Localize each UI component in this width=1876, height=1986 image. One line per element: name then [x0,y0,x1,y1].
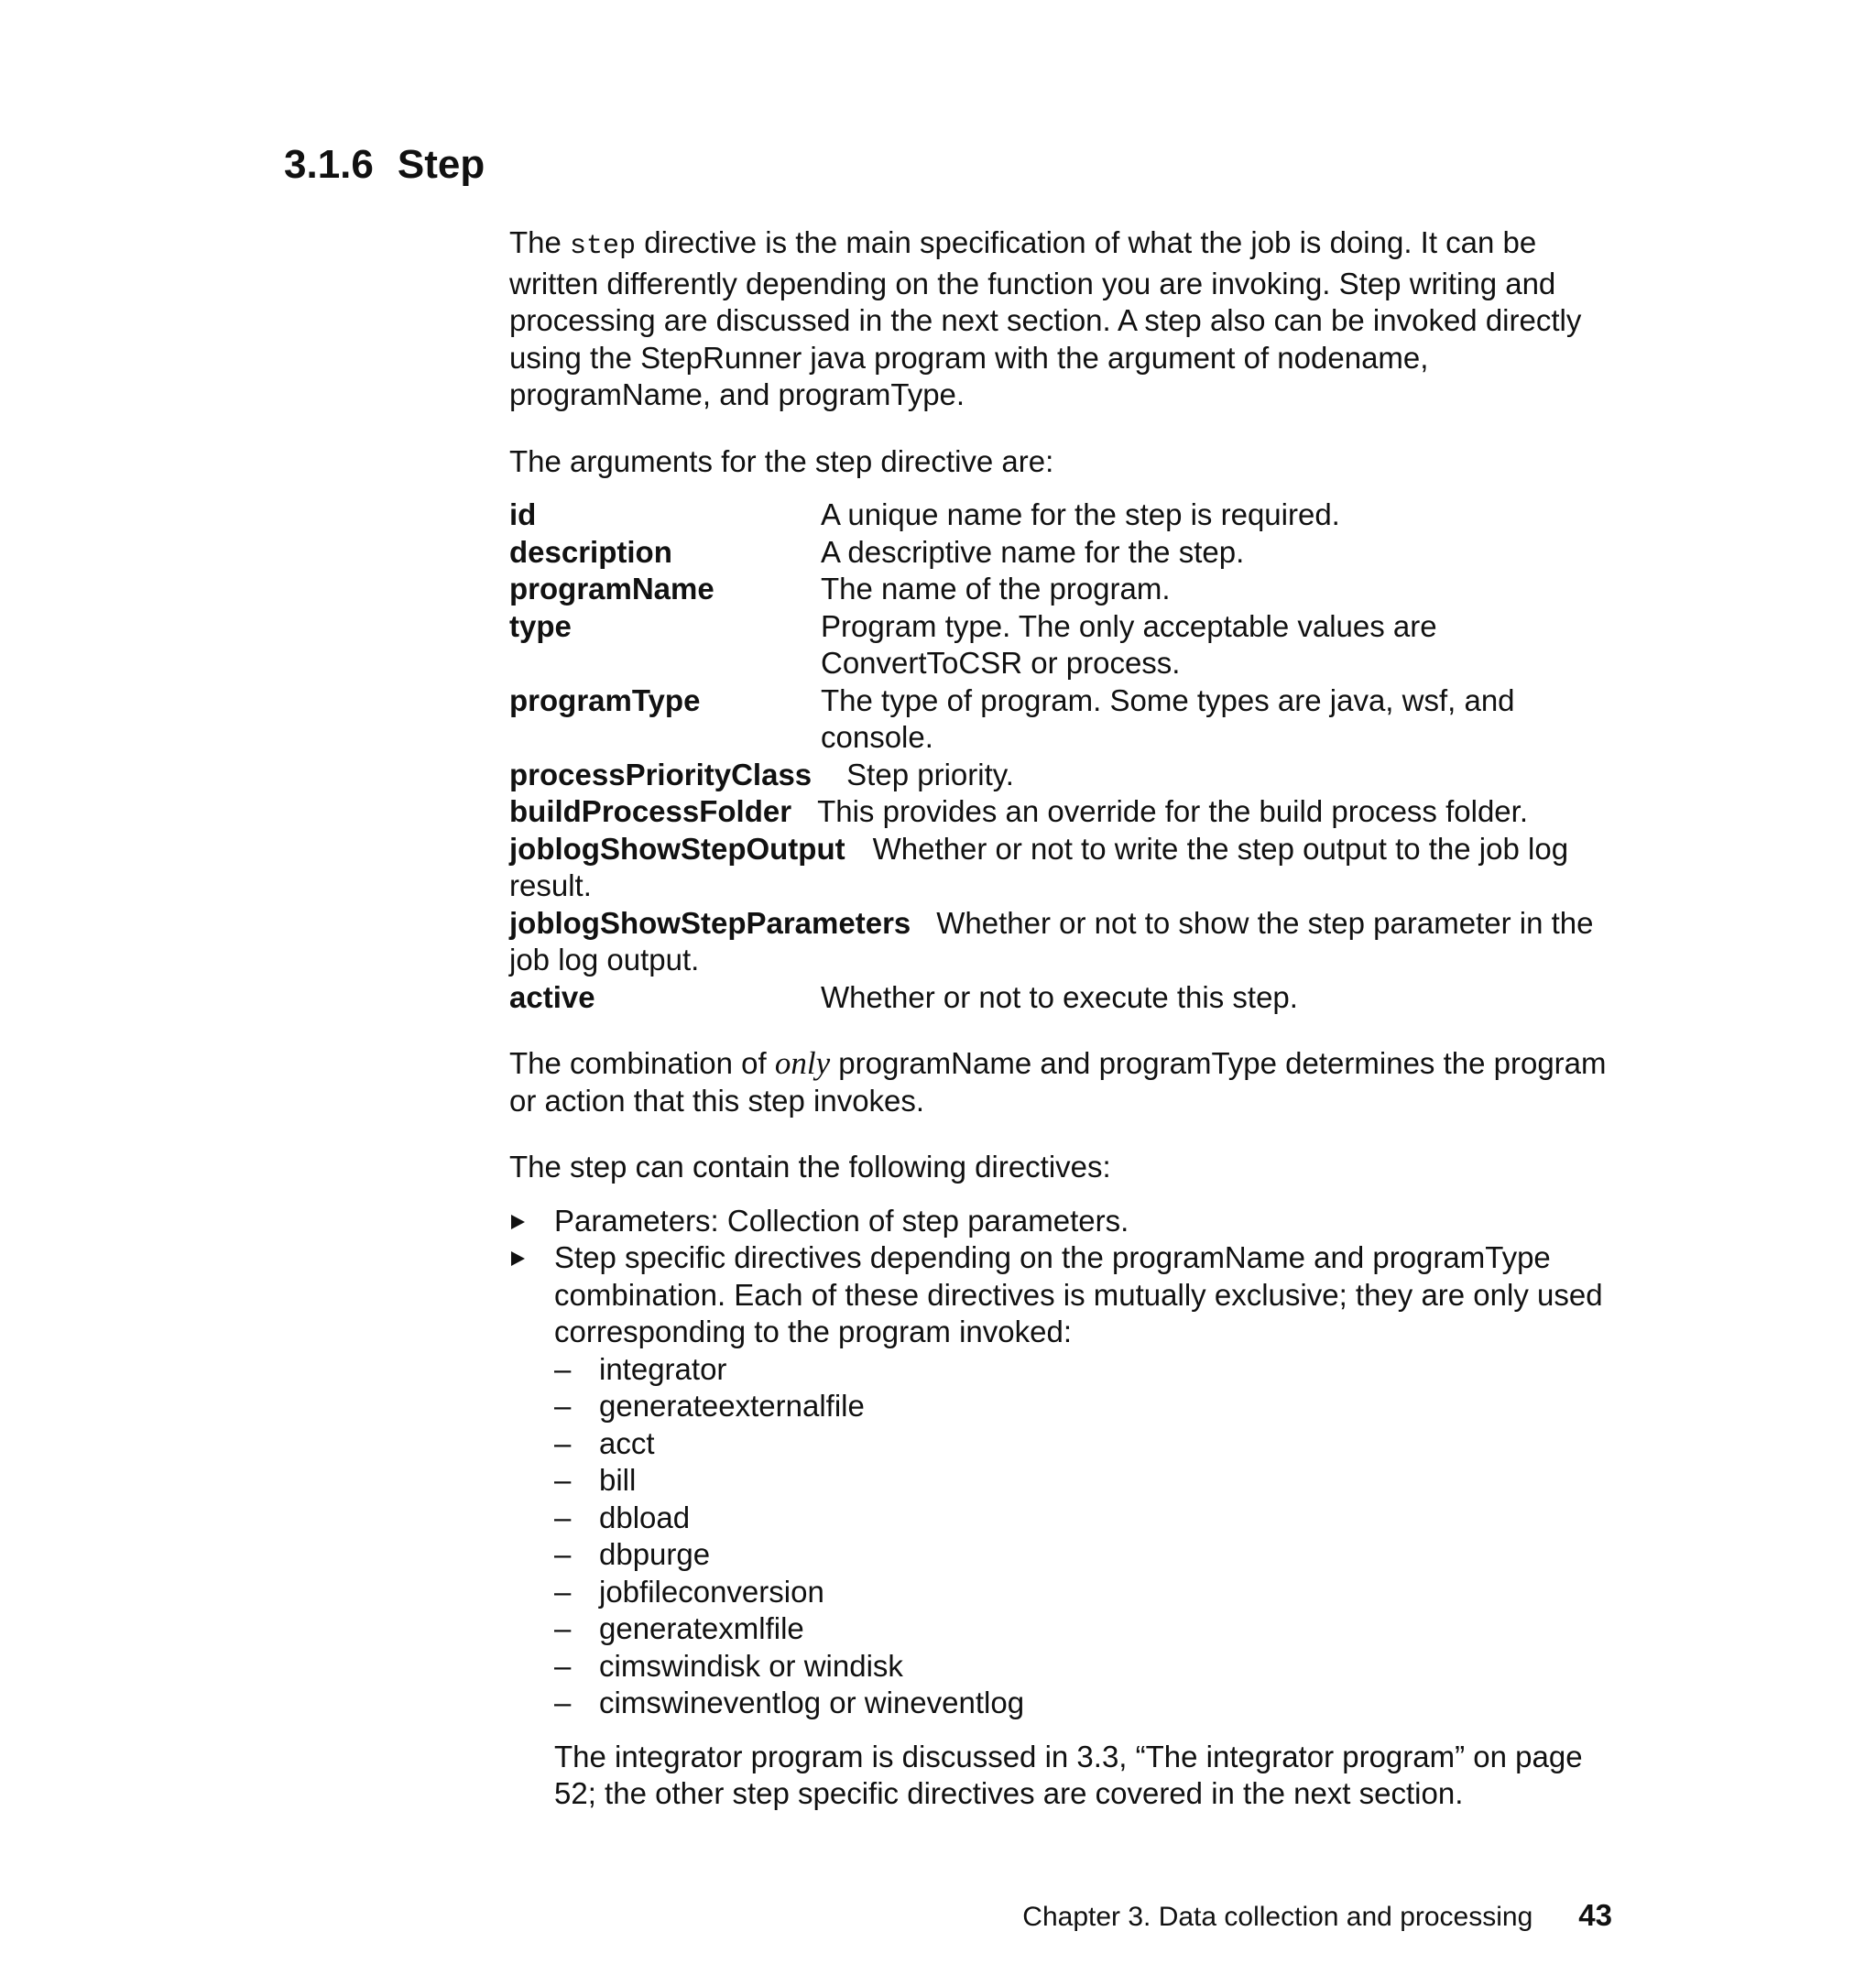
sublist-item [554,1536,1618,1574]
intro-text-rest: directive is the main specification of what the job is doing. It can be written differently depending on the function you are invoking. Step writing and processing are discussed in the next section. A step also can be invoked directly using the StepRunner java program with the argument of nodename, programName, and programType. [509,225,1582,411]
triangle-bullet-icon [511,1251,525,1266]
dash-marker: – [554,1500,572,1534]
argument-definition: Program type. The only acceptable values are ConvertToCSR or process. [821,608,1437,680]
sublist-item [554,1500,1618,1537]
sublist-text: cimswindisk or windisk [599,1648,903,1683]
triangle-bullet-icon [511,1215,525,1229]
argument-row [509,571,1618,608]
sublist-text: dbload [599,1500,691,1534]
directives-intro: The step can contain the following directives: [509,1150,1111,1184]
sublist-text: generateexternalfile [599,1389,865,1423]
sublist-item [554,1574,1618,1611]
sublist-text: acct [599,1425,655,1460]
sublist-text: bill [599,1463,637,1497]
dash-marker: – [554,1648,572,1683]
dash-marker: – [554,1611,572,1645]
page-footer [0,1898,1612,1933]
sublist-item [554,1610,1618,1648]
sublist-item [554,1388,1618,1425]
sublist-text: cimswineventlog or wineventlog [599,1686,1025,1719]
bullet-text: Parameters: Collection of step parameters. [554,1203,1129,1238]
argument-definition: This provides an override for the build process folder. [817,794,1528,828]
emphasis-only: only [774,1045,831,1081]
argument-definition: Whether or not to execute this step. [821,979,1298,1014]
sublist-text: integrator [599,1351,727,1386]
intro-text-start: The [509,225,571,259]
dash-marker: – [554,1425,572,1460]
sublist-item [554,1648,1618,1686]
dash-marker: – [554,1537,572,1571]
argument-definition: A unique name for the step is required. [821,497,1340,531]
section-number: 3.1.6 [284,142,374,187]
sublist-item [554,1425,1618,1463]
argument-definition: Whether or not to write the step output to the job log result. [509,831,1569,902]
argument-term: programName [509,572,714,606]
sublist-text: generatexmlfile [599,1611,804,1645]
argument-term: description [509,534,672,569]
argument-row [509,534,1618,572]
argument-definition: Whether or not to show the step parameter in the job log output. [509,905,1594,977]
sublist-item [554,1351,1618,1389]
sublist-text: dbpurge [599,1537,711,1571]
sublist-item [554,1685,1618,1722]
argument-row [509,979,1618,1017]
sublist-text: jobfileconversion [599,1574,824,1609]
argument-term: id [509,497,537,531]
arguments-intro: The arguments for the step directive are: [509,443,1054,478]
arguments-list [509,496,1618,1016]
argument-term: buildProcessFolder [509,794,792,828]
combination-text-rest: programName and programType determines the program or action that this step invokes. [509,1046,1607,1118]
intro-paragraph [509,224,1618,414]
chapter-title: Chapter 3. Data collection and processing [1022,1902,1533,1932]
argument-row [509,608,1618,682]
dash-marker: – [554,1463,572,1497]
bullet-text: Step specific directives depending on the programName and programType combination. Each of these directives is mutually exclusive; they are only used corresponding to the program invoked: [554,1240,1603,1348]
dash-marker: – [554,1686,572,1719]
argument-term: processPriorityClass [509,757,813,791]
argument-row [509,793,1618,831]
argument-term: type [509,608,572,643]
argument-definition: The type of program. Some types are java, wsf, and console. [821,682,1515,754]
section-title: Step [397,142,485,187]
argument-row [509,905,1618,979]
section-heading [284,142,485,188]
dash-marker: – [554,1389,572,1423]
dash-marker: – [554,1351,572,1386]
list-item [509,1239,1618,1722]
argument-definition: The name of the program. [821,572,1171,606]
dash-marker: – [554,1574,572,1609]
directives-list [509,1203,1618,1722]
argument-term: programType [509,682,701,717]
argument-row [509,682,1618,757]
argument-term: active [509,979,595,1014]
section-body [509,224,1618,1813]
argument-row [509,831,1618,905]
page-number: 43 [1578,1898,1612,1932]
argument-definition: A descriptive name for the step. [821,534,1245,569]
argument-term: joblogShowStepOutput [509,831,845,866]
closing-paragraph: The integrator program is discussed in 3.3, “The integrator program” on page 52; the other step specific directives are covered in the next section. [554,1739,1583,1810]
argument-row [509,757,1618,794]
combination-paragraph [509,1045,1618,1119]
sublist-item [554,1462,1618,1500]
step-code: step [570,231,637,262]
combination-text-start: The combination of [509,1046,775,1080]
argument-term: joblogShowStepParameters [509,905,911,940]
argument-row [509,496,1618,534]
program-sublist [554,1351,1618,1722]
argument-definition: Step priority. [846,757,1014,791]
list-item [509,1203,1618,1240]
